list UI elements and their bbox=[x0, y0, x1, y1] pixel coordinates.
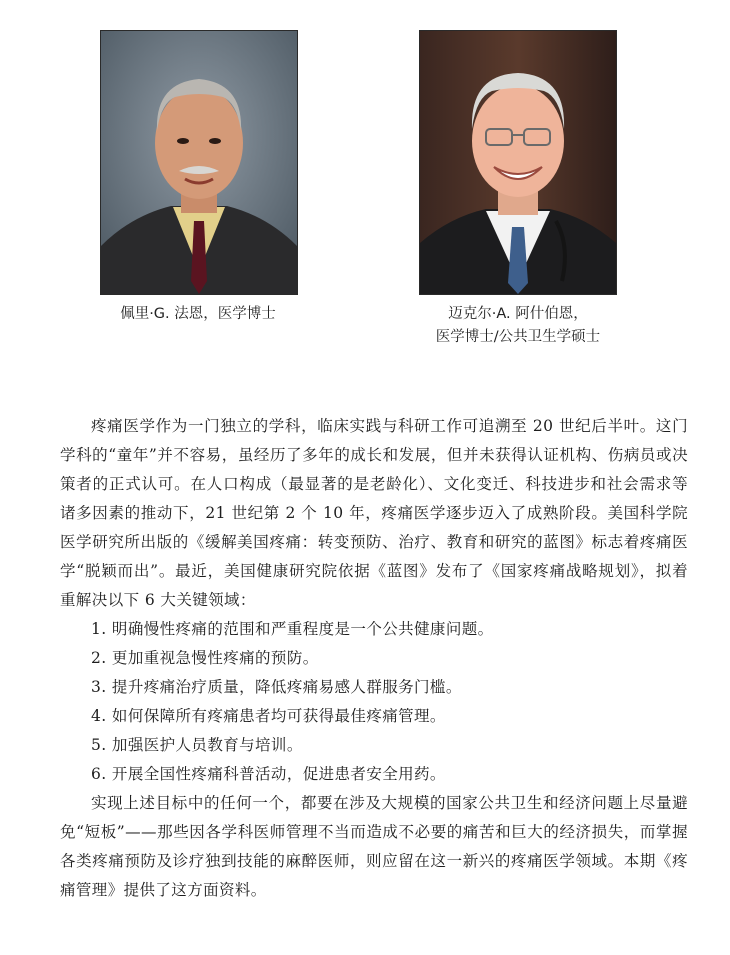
list-item: 3. 提升疼痛治疗质量，降低疼痛易感人群服务门槛。 bbox=[91, 678, 462, 696]
list-item: 2. 更加重视急慢性疼痛的预防。 bbox=[91, 649, 319, 667]
intro-paragraph: 疼痛医学作为一门独立的学科，临床实践与科研工作可追溯至 20 世纪后半叶。这门学科的“童年”并不容易，虽经历了多年的成长和发展，但并未获得认证机构、伤病员或决策者的正式认可。在人口构成（最显著的是老龄化）、文化变迁、科技进步和社会需求等诸多因素的推动下，21 世纪第 2 个 10 年，疼痛医学逐步迈入了成熟阶段。美国科学院医学研究所出版的《缓解美国疼痛：转变预防、治疗、教育和研究的蓝图》标志着疼痛医学“脱颖而出”。最近，美国健康研究院依据《蓝图》发布了《国家疼痛战略规划》，拟着重解决以下 6 大关键领域： bbox=[60, 417, 688, 609]
conclusion-paragraph: 实现上述目标中的任何一个，都要在涉及大规模的国家公共卫生和经济问题上尽量避免“短板”——那些因各学科医师管理不当而造成不必要的痛苦和巨大的经济损失，而掌握各类疼痛预防及诊疗独到技能的麻醉医师，则应留在这一新兴的疼痛医学领域。本期《疼痛管理》提供了这方面资料。 bbox=[60, 794, 688, 899]
list-item: 4. 如何保障所有疼痛患者均可获得最佳疼痛管理。 bbox=[91, 707, 446, 725]
caption-line: 佩里·G. 法恩，医学博士 bbox=[120, 306, 276, 322]
portrait-photo-1 bbox=[100, 30, 298, 295]
caption-line: 医学博士/公共卫生学硕士 bbox=[435, 329, 601, 345]
portrait-caption-1 bbox=[100, 303, 296, 326]
portrait-photo-2 bbox=[419, 30, 617, 295]
foreword-body bbox=[60, 412, 688, 905]
list-item: 1. 明确慢性疼痛的范围和严重程度是一个公共健康问题。 bbox=[91, 620, 494, 638]
caption-line: 迈克尔·A. 阿什伯恩， bbox=[448, 306, 588, 322]
list-item: 5. 加强医护人员教育与培训。 bbox=[91, 736, 303, 754]
portrait-caption-2 bbox=[412, 303, 624, 349]
portrait-man-glasses-icon bbox=[420, 31, 616, 294]
key-areas-list bbox=[60, 615, 688, 789]
list-item: 6. 开展全国性疼痛科普活动，促进患者安全用药。 bbox=[91, 765, 446, 783]
portrait-man-mustache-icon bbox=[101, 31, 297, 294]
